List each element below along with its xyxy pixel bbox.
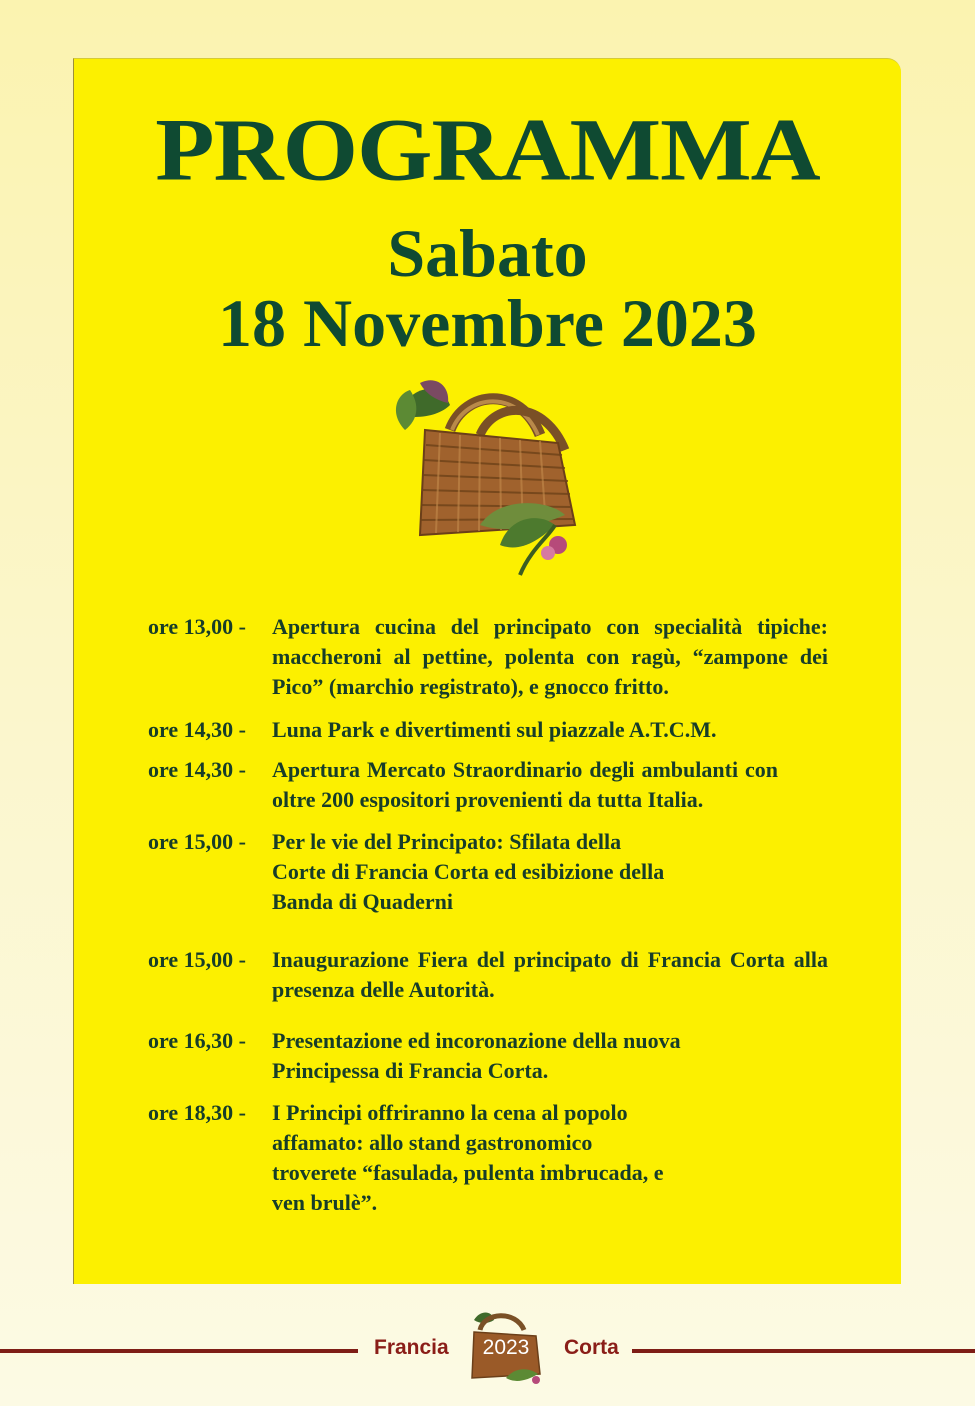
- schedule-entry: [148, 945, 828, 1005]
- entry-time: ore 14,30 -: [148, 717, 246, 742]
- event-date: 18 Novembre 2023: [218, 285, 757, 361]
- schedule-list: [148, 612, 828, 1218]
- entry-time: ore 14,30 -: [148, 757, 246, 782]
- schedule-entry: [148, 612, 828, 702]
- schedule-entry: [148, 1026, 828, 1086]
- entry-description: I Principi offriranno la cena al popolo affamato: allo stand gastronomico troverete “fasulada, pulenta imbrucada, e ven brulè”.: [272, 1100, 664, 1215]
- footer-year: 2023: [482, 1336, 530, 1359]
- event-day: Sabato: [387, 215, 588, 291]
- schedule-entry: [148, 755, 828, 815]
- entry-description: Presentazione ed incoronazione della nuova Principessa di Francia Corta.: [272, 1028, 681, 1083]
- footer-rule-left: [0, 1349, 358, 1353]
- wicker-basket-illustration: [380, 375, 590, 585]
- footer-word-left: Francia: [374, 1336, 449, 1359]
- schedule-entry: [148, 1098, 828, 1218]
- entry-description: Apertura cucina del principato con specialità tipiche: maccheroni al pettine, polenta con ragù, “zampone dei Pico” (marchio registrato), e gnocco fritto.: [272, 614, 828, 699]
- entry-time: ore 16,30 -: [148, 1028, 246, 1053]
- entry-description: Per le vie del Principato: Sfilata della Corte di Francia Corta ed esibizione della Banda di Quaderni: [272, 829, 665, 914]
- entry-description: Apertura Mercato Straordinario degli ambulanti con oltre 200 espositori provenienti da tutta Italia.: [272, 757, 778, 812]
- entry-time: ore 15,00 -: [148, 829, 246, 854]
- entry-time: ore 13,00 -: [148, 614, 246, 639]
- footer-rule-right: [632, 1349, 975, 1353]
- footer-word-right: Corta: [564, 1336, 619, 1359]
- schedule-entry: [148, 827, 828, 917]
- entry-time: ore 15,00 -: [148, 947, 246, 972]
- page-title: PROGRAMMA: [155, 100, 820, 199]
- schedule-entry: [148, 715, 828, 745]
- entry-time: ore 18,30 -: [148, 1100, 246, 1125]
- entry-description: Inaugurazione Fiera del principato di Francia Corta alla presenza delle Autorità.: [272, 947, 828, 1002]
- entry-description: Luna Park e divertimenti sul piazzale A.T.C.M.: [272, 717, 717, 742]
